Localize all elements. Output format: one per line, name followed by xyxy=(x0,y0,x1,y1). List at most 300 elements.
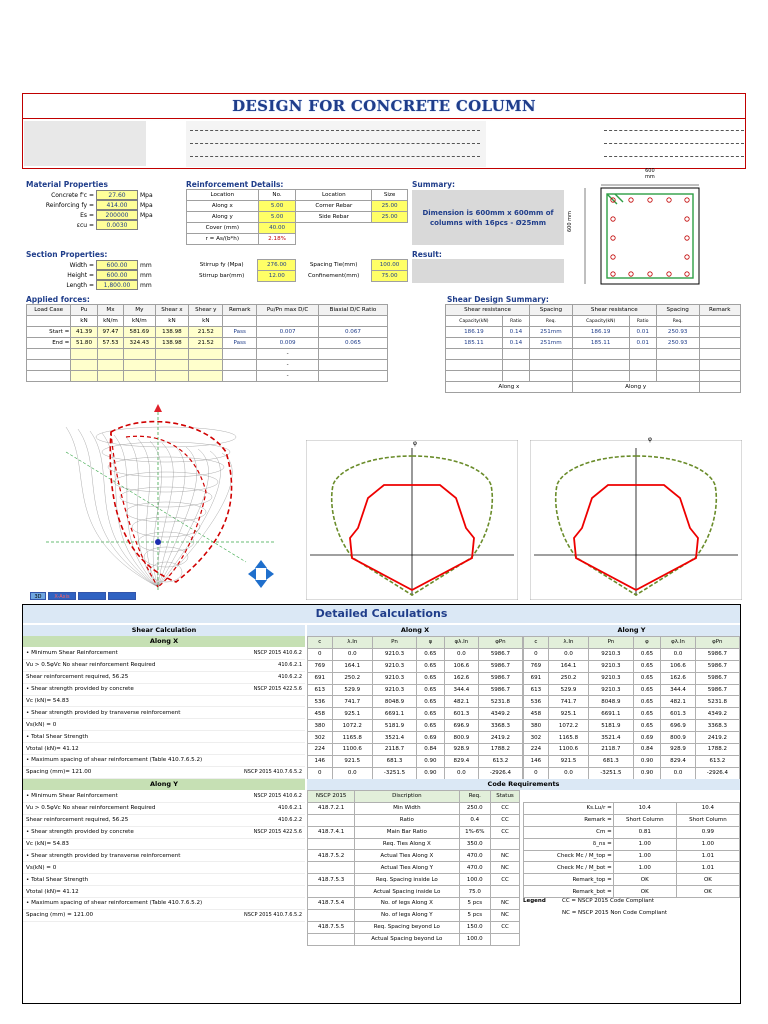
calc-text: Spacing (mm) = 121.00 xyxy=(26,912,94,919)
table-cell: 1165.8 xyxy=(548,732,589,744)
table-cell: 185.11 xyxy=(446,338,503,349)
table-cell: 146 xyxy=(308,755,333,767)
table-cell xyxy=(27,371,71,382)
table-cell: 0.90 xyxy=(417,767,445,779)
table-cell[interactable]: 41.39 xyxy=(71,327,97,338)
table-cell: Short Column xyxy=(613,814,676,826)
table-cell xyxy=(223,349,257,360)
section-label: Width = xyxy=(69,261,94,269)
table-cell: 250.93 xyxy=(656,338,699,349)
table-cell: 146 xyxy=(524,755,549,767)
table-cell: 5 pcs xyxy=(459,898,491,910)
table-cell: 5181.9 xyxy=(373,720,417,732)
table-row xyxy=(27,327,388,338)
interaction-chart-x xyxy=(306,440,518,600)
table-cell: -3251.5 xyxy=(589,767,633,779)
table-cell[interactable]: 276.00 xyxy=(258,260,296,271)
along-y-table xyxy=(523,636,740,780)
table-header: φ xyxy=(633,637,661,649)
table-cell: Cm = xyxy=(524,826,614,838)
table-cell: 0.14 xyxy=(502,327,529,338)
table-header: Status xyxy=(491,791,520,803)
table-cell: CC xyxy=(491,814,520,826)
interaction-surface-3d[interactable] xyxy=(26,392,291,602)
table-cell xyxy=(97,349,123,360)
table-row xyxy=(524,862,740,874)
along-y-table-header: Along Y xyxy=(523,625,740,636)
table-cell: 0 xyxy=(308,767,333,779)
material-value[interactable]: 0.0030 xyxy=(96,220,138,230)
table-cell xyxy=(530,349,573,360)
calc-row xyxy=(23,850,305,862)
table-row xyxy=(308,791,520,803)
table-cell xyxy=(71,371,97,382)
table-cell: Remark = xyxy=(524,814,614,826)
table-header: Remark xyxy=(699,305,740,316)
table-cell xyxy=(629,349,656,360)
table-cell xyxy=(97,360,123,371)
table-cell: 8048.9 xyxy=(589,696,633,708)
table-cell[interactable]: 51.80 xyxy=(71,338,97,349)
table-subheader: Capacity(kN) xyxy=(572,316,629,327)
calc-ref: NSCP 2015 410.7.6.5.2 xyxy=(244,912,302,919)
table-cell: Pass xyxy=(223,327,257,338)
page-title-bar xyxy=(22,93,746,119)
table-cell: 9210.3 xyxy=(589,660,633,672)
calc-text: • Minimum Shear Reinforcement xyxy=(26,793,118,800)
table-cell: 0.65 xyxy=(417,708,445,720)
calc-row xyxy=(23,886,305,898)
column-width-label: 600 mm xyxy=(645,168,655,180)
table-cell: 681.3 xyxy=(373,755,417,767)
table-cell: 5231.8 xyxy=(478,696,522,708)
table-row xyxy=(308,648,523,660)
table-cell: Confinement(mm) xyxy=(308,273,360,279)
table-cell: 0.65 xyxy=(633,660,661,672)
table-row xyxy=(446,338,741,349)
calc-text: • Total Shear Strength xyxy=(26,876,89,883)
table-cell xyxy=(308,909,355,921)
table-subheader: Req. xyxy=(530,316,573,327)
calc-ref: 410.6.2.2 xyxy=(278,674,302,681)
table-cell[interactable]: 324.43 xyxy=(124,338,155,349)
table-cell: 928.9 xyxy=(444,744,478,756)
table-cell: Req. Spacing beyond Lo xyxy=(355,921,459,933)
table-row xyxy=(308,909,520,921)
table-cell: 1788.2 xyxy=(478,744,522,756)
table-cell: 470.0 xyxy=(459,850,491,862)
table-cell: 0.0 xyxy=(444,648,478,660)
table-cell: Actual Ties Along X xyxy=(355,850,459,862)
table-unit: kN xyxy=(189,316,223,327)
table-header: Shear x xyxy=(155,305,189,316)
calc-row xyxy=(23,862,305,874)
table-cell: 162.6 xyxy=(444,672,478,684)
table-cell: 0.065 xyxy=(318,338,387,349)
reinforcement-table xyxy=(186,189,408,245)
table-row xyxy=(524,660,740,672)
calc-row xyxy=(23,719,305,731)
calc-row xyxy=(23,660,305,672)
table-cell xyxy=(71,360,97,371)
legend-label: Legend xyxy=(523,898,546,904)
table-unit xyxy=(223,316,257,327)
table-cell xyxy=(699,338,740,349)
table-cell: Spacing Tie(mm) xyxy=(309,262,358,268)
table-cell xyxy=(491,838,520,850)
material-label: εcu = xyxy=(76,221,94,229)
table-cell: 470.0 xyxy=(459,862,491,874)
table-cell xyxy=(572,371,629,382)
table-cell: 0.0 xyxy=(548,767,589,779)
phi-label-y: φ xyxy=(648,436,652,443)
table-cell xyxy=(124,349,155,360)
table-row xyxy=(186,260,408,271)
table-cell xyxy=(446,371,503,382)
table-cell: 1.00 xyxy=(676,838,739,850)
table-row xyxy=(308,802,520,814)
table-cell: Actual Ties Along Y xyxy=(355,862,459,874)
table-header: Spacing xyxy=(656,305,699,316)
table-cell: Check Mc / M_top = xyxy=(524,850,614,862)
table-cell xyxy=(491,886,520,898)
table-cell: OK xyxy=(676,886,739,898)
table-cell: NC xyxy=(491,850,520,862)
calc-ref: NSCP 2015 422.5.6 xyxy=(253,829,302,836)
table-cell: 302 xyxy=(308,732,333,744)
table-cell: 250.93 xyxy=(656,327,699,338)
table-cell: 613.2 xyxy=(695,755,739,767)
calc-row xyxy=(23,648,305,660)
table-cell xyxy=(308,838,355,850)
table-cell: 0.0 xyxy=(332,648,372,660)
table-unit xyxy=(257,316,319,327)
calc-row xyxy=(23,672,305,684)
table-cell[interactable]: 75.00 xyxy=(372,271,408,282)
section-unit: mm xyxy=(140,271,152,279)
table-row xyxy=(524,732,740,744)
table-cell: 5986.7 xyxy=(478,672,522,684)
table-row xyxy=(446,305,741,316)
calc-text: • Maximum spacing of shear reinforcement (Table 410.7.6.5.2) xyxy=(26,757,203,764)
table-row xyxy=(524,850,740,862)
table-cell: 0.99 xyxy=(676,826,739,838)
table-header: φPn xyxy=(695,637,739,649)
table-cell: 0.65 xyxy=(633,648,661,660)
table-cell[interactable]: 138.98 xyxy=(155,327,189,338)
stirrup-table xyxy=(186,259,408,282)
table-cell: 613.2 xyxy=(478,755,522,767)
calc-text: Vs(kN) = 0 xyxy=(26,864,57,871)
table-row xyxy=(524,886,740,898)
table-cell xyxy=(699,360,740,371)
table-cell xyxy=(223,371,257,382)
table-row xyxy=(524,826,740,838)
table-cell: Stirrup fy (Mpa) xyxy=(199,262,244,268)
calc-row xyxy=(23,803,305,815)
table-cell[interactable]: 100.00 xyxy=(372,260,408,271)
table-cell: 0.84 xyxy=(633,744,661,756)
table-cell[interactable]: 5.00 xyxy=(258,212,296,223)
table-row xyxy=(446,360,741,371)
calc-row xyxy=(23,791,305,803)
along-y-header-left: Along Y xyxy=(23,779,305,790)
table-cell: OK xyxy=(676,874,739,886)
table-cell[interactable]: 581.69 xyxy=(124,327,155,338)
table-cell xyxy=(572,360,629,371)
table-cell: Corner Rebar xyxy=(296,201,372,212)
table-cell[interactable]: 21.52 xyxy=(189,338,223,349)
table-cell xyxy=(656,360,699,371)
table-cell: 6691.1 xyxy=(373,708,417,720)
table-row xyxy=(27,360,388,371)
calc-text: Vu > 0.5φVc No shear reinforcement Required xyxy=(26,805,156,812)
table-cell: 9210.3 xyxy=(589,684,633,696)
table-cell: 186.19 xyxy=(446,327,503,338)
table-cell xyxy=(189,371,223,382)
table-cell: 250.2 xyxy=(332,672,372,684)
table-cell: Remark_bot = xyxy=(524,886,614,898)
section-label: Height = xyxy=(67,271,94,279)
table-cell: 2.18% xyxy=(258,234,296,245)
table-cell: 0.0 xyxy=(332,767,372,779)
table-cell: 1788.2 xyxy=(695,744,739,756)
interaction-chart-y xyxy=(530,440,742,600)
table-cell: 0.65 xyxy=(633,708,661,720)
table-cell: 0.69 xyxy=(633,732,661,744)
calc-ref: 410.6.2.1 xyxy=(278,805,302,812)
table-cell: 741.7 xyxy=(332,696,372,708)
table-cell: 696.9 xyxy=(661,720,695,732)
table-cell xyxy=(308,862,355,874)
table-cell xyxy=(530,371,573,382)
section-value[interactable]: 600.00 xyxy=(96,260,138,270)
table-cell: 482.1 xyxy=(444,696,478,708)
table-cell[interactable]: 25.00 xyxy=(372,212,408,223)
table-cell: 9210.3 xyxy=(589,648,633,660)
calc-row xyxy=(23,755,305,767)
table-cell: 224 xyxy=(308,744,333,756)
table-cell: 0.65 xyxy=(417,684,445,696)
table-cell: 5986.7 xyxy=(695,648,739,660)
table-cell: 0.65 xyxy=(417,648,445,660)
table-cell: - xyxy=(257,371,319,382)
table-cell: 2419.2 xyxy=(478,732,522,744)
table-row xyxy=(524,637,740,649)
table-cell: 829.4 xyxy=(444,755,478,767)
table-cell: 696.9 xyxy=(444,720,478,732)
table-cell[interactable]: 5.00 xyxy=(258,201,296,212)
table-cell[interactable]: 40.00 xyxy=(258,223,296,234)
calc-row xyxy=(23,707,305,719)
table-cell xyxy=(318,360,387,371)
table-cell: 0 xyxy=(524,648,549,660)
reinforcement-heading: Reinforcement Details: xyxy=(186,180,284,189)
table-cell: 0.65 xyxy=(417,720,445,732)
table-row xyxy=(308,744,523,756)
material-unit: Mpa xyxy=(140,191,153,199)
view-x-axis-button[interactable]: X-Axis xyxy=(48,592,76,600)
table-header: Discription xyxy=(355,791,459,803)
column-section-diagram xyxy=(575,168,715,288)
table-cell: 251mm xyxy=(530,338,573,349)
table-cell: 0.0 xyxy=(661,648,695,660)
calc-ref: NSCP 2015 410.7.6.5.2 xyxy=(244,769,302,776)
material-value[interactable]: 27.60 xyxy=(96,190,138,200)
table-cell: 150.0 xyxy=(459,921,491,933)
table-cell: 536 xyxy=(308,696,333,708)
table-cell: 0.65 xyxy=(633,672,661,684)
table-row xyxy=(186,271,408,282)
table-cell: 3521.4 xyxy=(373,732,417,744)
table-cell: 613 xyxy=(524,684,549,696)
table-cell: End = xyxy=(27,338,71,349)
table-unit: kN/m xyxy=(124,316,155,327)
material-row xyxy=(26,220,156,230)
table-header: λ.In xyxy=(332,637,372,649)
calc-text: Vs(kN) = 0 xyxy=(26,721,57,728)
material-value[interactable]: 200000 xyxy=(96,210,138,220)
table-row xyxy=(308,720,523,732)
table-cell[interactable]: 138.98 xyxy=(155,338,189,349)
table-cell: 162.6 xyxy=(661,672,695,684)
section-row xyxy=(26,280,156,290)
table-cell: 5986.7 xyxy=(695,684,739,696)
material-row xyxy=(26,190,156,200)
material-value[interactable]: 414.00 xyxy=(96,200,138,210)
table-cell: 1.00 xyxy=(613,862,676,874)
table-cell: 928.9 xyxy=(661,744,695,756)
material-label: Es = xyxy=(80,211,94,219)
table-cell: 5986.7 xyxy=(478,648,522,660)
table-cell xyxy=(27,349,71,360)
table-row xyxy=(524,874,740,886)
table-cell xyxy=(308,814,355,826)
table-cell: Start = xyxy=(27,327,71,338)
table-cell: 0.65 xyxy=(633,720,661,732)
table-unit xyxy=(318,316,387,327)
table-cell: NC xyxy=(491,862,520,874)
table-cell: 0.65 xyxy=(417,672,445,684)
table-cell: 769 xyxy=(308,660,333,672)
result-heading: Result: xyxy=(412,250,442,259)
table-footer: Along y xyxy=(572,382,699,393)
table-cell: 8048.9 xyxy=(373,696,417,708)
table-cell: 691 xyxy=(524,672,549,684)
table-header: Shear y xyxy=(189,305,223,316)
table-cell: 458 xyxy=(524,708,549,720)
section-label: Length = xyxy=(66,281,94,289)
table-unit: kN/m xyxy=(97,316,123,327)
table-cell: CC xyxy=(491,826,520,838)
table-cell[interactable]: 57.53 xyxy=(97,338,123,349)
table-cell: 9210.3 xyxy=(589,672,633,684)
table-cell[interactable]: 12.00 xyxy=(258,271,296,282)
table-cell: 4349.2 xyxy=(695,708,739,720)
table-header: λ.In xyxy=(548,637,589,649)
table-cell: - xyxy=(257,349,319,360)
table-cell: 344.4 xyxy=(661,684,695,696)
section-value[interactable]: 600.00 xyxy=(96,270,138,280)
table-cell: 3368.3 xyxy=(478,720,522,732)
table-cell: 1.00 xyxy=(613,850,676,862)
table-cell: Side Rebar xyxy=(296,212,372,223)
table-cell: Actual Spacing inside Lo xyxy=(355,886,459,898)
table-cell[interactable]: 21.52 xyxy=(189,327,223,338)
material-block xyxy=(26,190,156,230)
table-cell: 0.65 xyxy=(417,696,445,708)
table-header: Shear resistance xyxy=(446,305,530,316)
table-unit: kN xyxy=(155,316,189,327)
material-unit: Mpa xyxy=(140,201,153,209)
table-row xyxy=(524,755,740,767)
table-footer: Along x xyxy=(446,382,573,393)
table-cell: 106.6 xyxy=(661,660,695,672)
table-header: Pu/Pn max D/C xyxy=(257,305,319,316)
shear-calc-header: Shear Calculation xyxy=(23,625,305,636)
along-x-header-left: Along X xyxy=(23,636,305,647)
along-y-calc-block xyxy=(23,791,305,922)
table-cell xyxy=(699,371,740,382)
calc-row xyxy=(23,684,305,696)
table-subheader: Capacity(kN) xyxy=(446,316,503,327)
table-header: Size xyxy=(372,190,408,201)
table-row xyxy=(308,933,520,945)
table-cell[interactable]: 97.47 xyxy=(97,327,123,338)
material-unit: Mpa xyxy=(140,211,153,219)
calc-ref: NSCP 2015 410.6.2 xyxy=(253,793,302,800)
shear-summary-table xyxy=(445,304,741,393)
table-cell: δ_ns = xyxy=(524,838,614,850)
view-3d-button[interactable]: 3D xyxy=(30,592,46,600)
calc-text: Vc (kN)= 54.83 xyxy=(26,841,69,847)
column-height-label: 600 mm xyxy=(567,211,573,232)
table-cell: NC xyxy=(491,909,520,921)
table-cell: 350.0 xyxy=(459,838,491,850)
table-cell: 0.90 xyxy=(633,755,661,767)
calc-text: • Shear strength provided by transverse reinforcement xyxy=(26,852,181,859)
section-block xyxy=(26,260,156,290)
table-row xyxy=(308,684,523,696)
table-cell: CC xyxy=(491,921,520,933)
view-z-axis-button[interactable] xyxy=(108,592,136,600)
table-cell[interactable]: 25.00 xyxy=(372,201,408,212)
section-value[interactable]: 1,800.00 xyxy=(96,280,138,290)
calc-row xyxy=(23,815,305,827)
table-row xyxy=(27,371,388,382)
calc-text: • Shear strength provided by concrete xyxy=(26,686,134,693)
view-y-axis-button[interactable] xyxy=(78,592,106,600)
table-cell xyxy=(155,371,189,382)
table-row xyxy=(308,660,523,672)
table-cell: 0.81 xyxy=(613,826,676,838)
table-row xyxy=(446,349,741,360)
table-row xyxy=(524,696,740,708)
table-cell: Main Bar Ratio xyxy=(355,826,459,838)
table-cell: 9210.3 xyxy=(373,660,417,672)
table-cell: 0 xyxy=(308,648,333,660)
table-cell: 536 xyxy=(524,696,549,708)
calc-text: Shear reinforcement required, 56.25 xyxy=(26,817,129,824)
table-cell: 1072.2 xyxy=(332,720,372,732)
table-cell: 482.1 xyxy=(661,696,695,708)
table-cell: Along x xyxy=(187,201,259,212)
view-buttons xyxy=(30,592,136,600)
table-row xyxy=(308,898,520,910)
table-cell: 186.19 xyxy=(572,327,629,338)
calc-text: Vtotal (kN)= 41.12 xyxy=(26,888,79,895)
table-cell xyxy=(155,360,189,371)
